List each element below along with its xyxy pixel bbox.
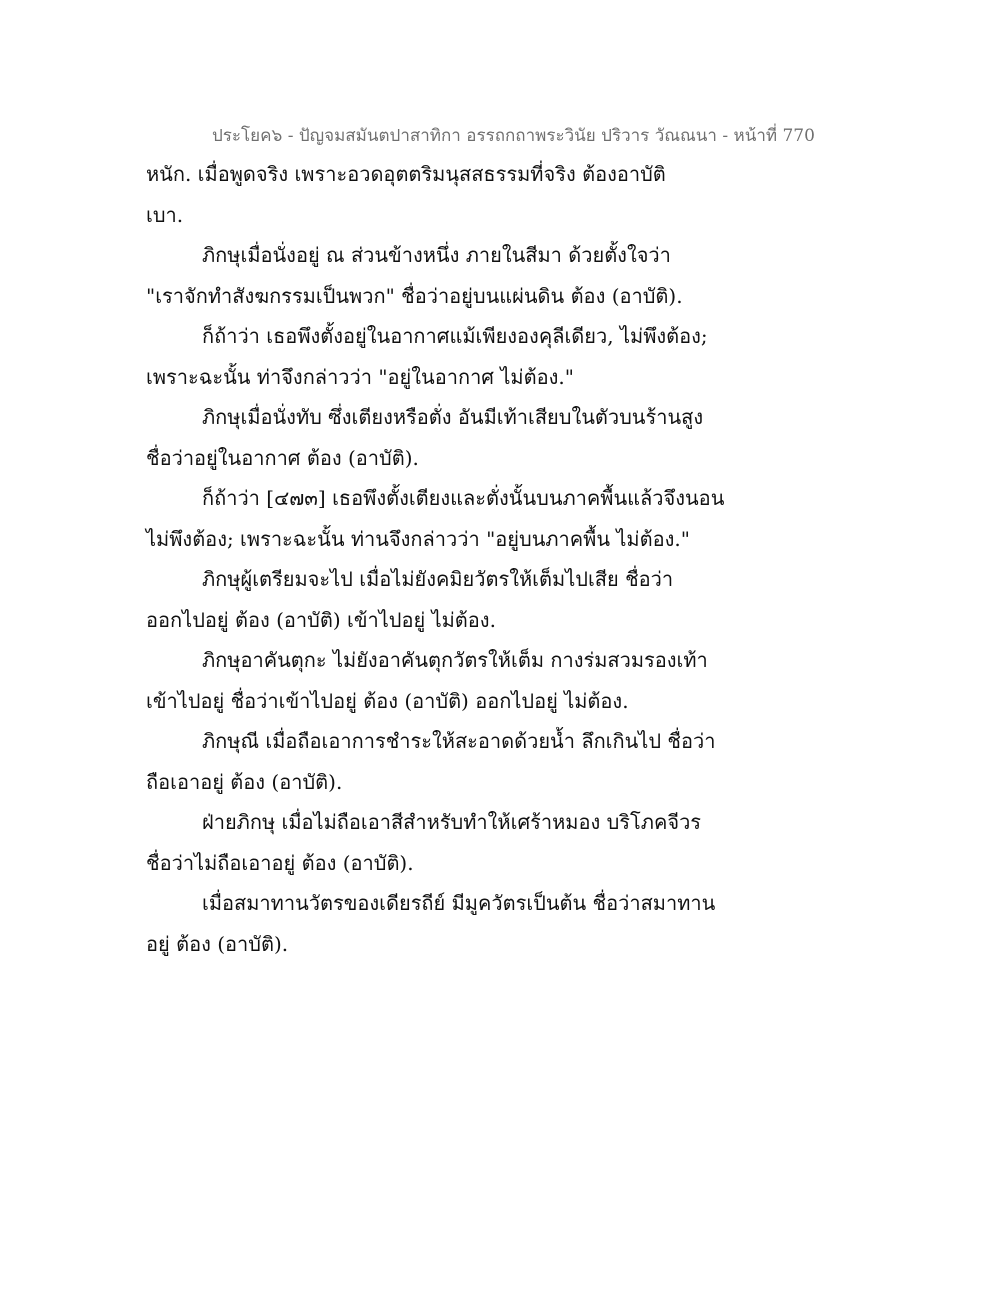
paragraph-first-line: เมื่อสมาทานวัตรของเดียรถีย์ มีมูควัตรเป็นต้น ชื่อว่าสมาทาน xyxy=(202,891,716,915)
text-line: อยู่ ต้อง (อาบัติ). xyxy=(146,931,289,956)
body-text xyxy=(146,154,786,964)
text-line: ไม่พึงต้อง; เพราะฉะนั้น ท่านจึงกล่าวว่า "อยู่บนภาคพื้น ไม่ต้อง." xyxy=(146,526,690,551)
text-line: หนัก. เมื่อพูดจริง เพราะอวดอุตตริมนุสสธรรมที่จริง ต้องอาบัติ xyxy=(146,162,666,186)
paragraph-first-line: ก็ถ้าว่า เธอพึงตั้งอยู่ในอากาศแม้เพียงองคุลีเดียว, ไม่พึงต้อง; xyxy=(202,324,708,348)
text-line: ถือเอาอยู่ ต้อง (อาบัติ). xyxy=(146,769,343,794)
paragraph-first-line: ก็ถ้าว่า [๔๗๓] เธอพึงตั้งเตียงและตั่งนั้นบนภาคพื้นแล้วจึงนอน xyxy=(202,486,725,510)
paragraph-first-line: ภิกษุณี เมื่อถือเอาการชำระให้สะอาดด้วยน้ำ ลึกเกินไป ชื่อว่า xyxy=(202,729,716,753)
text-line: เบา. xyxy=(146,202,184,227)
text-line: ออกไปอยู่ ต้อง (อาบัติ) เข้าไปอยู่ ไม่ต้อง. xyxy=(146,607,496,632)
text-line: ชื่อว่าอยู่ในอากาศ ต้อง (อาบัติ). xyxy=(146,445,419,470)
paragraph-first-line: ภิกษุเมื่อนั่งทับ ซึ่งเตียงหรือตั่ง อันมีเท้าเสียบในตัวบนร้านสูง xyxy=(202,405,704,429)
text-line: เพราะฉะนั้น ท่าจึงกล่าวว่า "อยู่ในอากาศ ไม่ต้อง." xyxy=(146,364,574,389)
paragraph-first-line: ภิกษุเมื่อนั่งอยู่ ณ ส่วนข้างหนึ่ง ภายในสีมา ด้วยตั้งใจว่า xyxy=(202,243,671,267)
text-line: "เราจักทำสังฆกรรมเป็นพวก" ชื่อว่าอยู่บนแผ่นดิน ต้อง (อาบัติ). xyxy=(146,283,683,308)
running-header: ประโยค๖ - ปัญจมสมันตปาสาทิกา อรรถกถาพระวินัย ปริวาร วัณณนา - หน้าที่ 770 xyxy=(212,126,815,146)
text-line: เข้าไปอยู่ ชื่อว่าเข้าไปอยู่ ต้อง (อาบัติ) ออกไปอยู่ ไม่ต้อง. xyxy=(146,688,629,713)
text-line: ชื่อว่าไม่ถือเอาอยู่ ต้อง (อาบัติ). xyxy=(146,850,414,875)
paragraph-first-line: ภิกษุอาคันตุกะ ไม่ยังอาคันตุกวัตรให้เต็ม กางร่มสวมรองเท้า xyxy=(202,648,708,672)
paragraph-first-line: ภิกษุผู้เตรียมจะไป เมื่อไม่ยังคมิยวัตรให้เต็มไปเสีย ชื่อว่า xyxy=(202,567,674,591)
paragraph-first-line: ฝ่ายภิกษุ เมื่อไม่ถือเอาสีสำหรับทำให้เศร้าหมอง บริโภคจีวร xyxy=(202,810,702,834)
